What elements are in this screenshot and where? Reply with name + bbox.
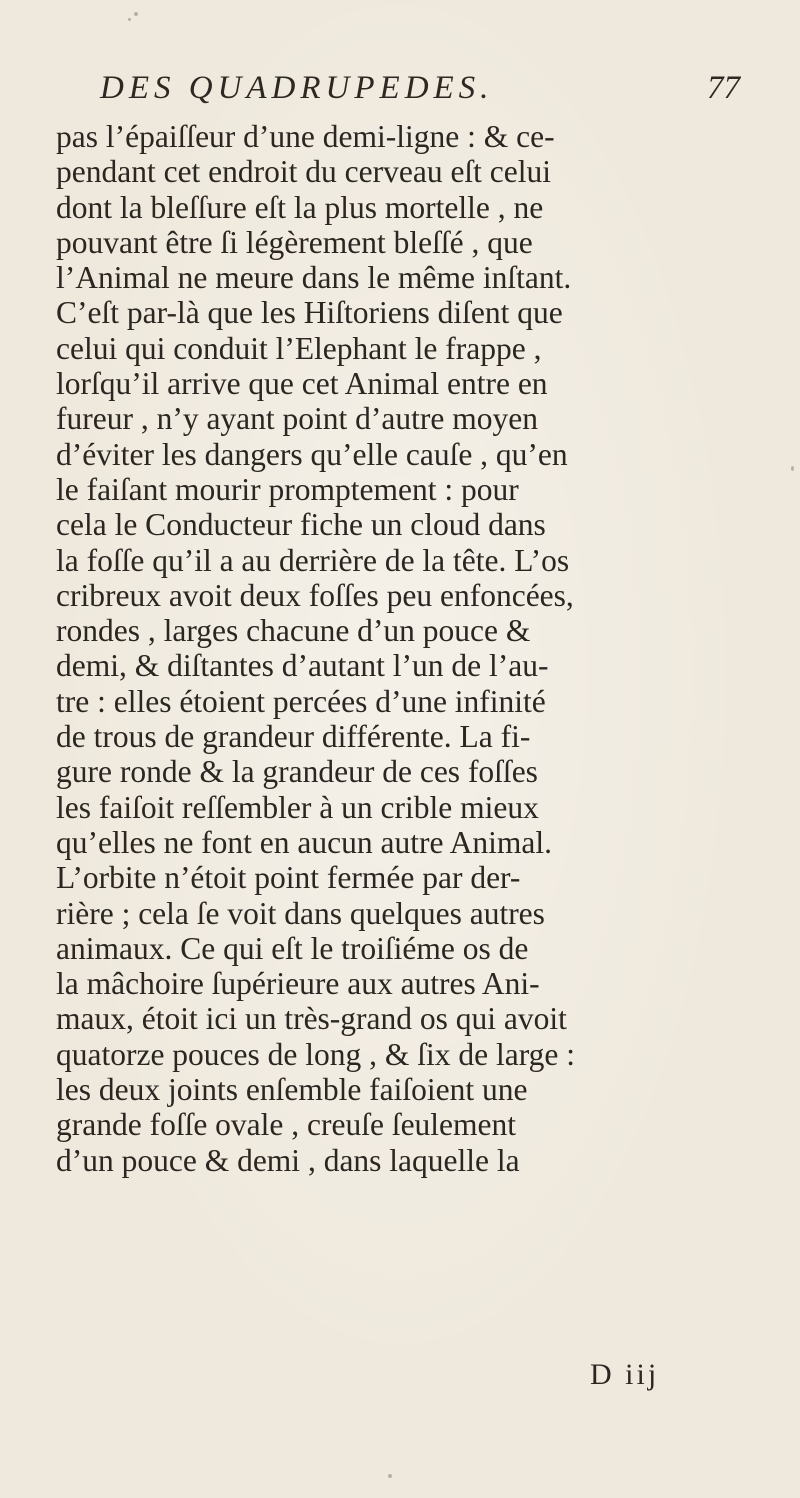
text-line: rondes , larges chacune d’un pouce & xyxy=(56,613,531,649)
text-line: fureur , n’y ayant point d’autre moyen xyxy=(56,401,538,437)
text-line: animaux. Ce qui eſt le troiſiéme os de xyxy=(56,930,529,966)
paper-speck xyxy=(128,18,131,21)
text-line: le faiſant mourir promptement : pour xyxy=(56,471,519,507)
paper-speck xyxy=(388,1474,392,1478)
signature-mark: D iij xyxy=(590,1358,660,1391)
text-line: tre : elles étoient percées d’une infinité xyxy=(56,683,546,719)
text-line: C’eſt par-là que les Hiſtoriens diſent que xyxy=(56,295,563,331)
text-line: d’un pouce & demi , dans laquelle la xyxy=(56,1142,520,1178)
text-line: gure ronde & la grandeur de ces foſſes xyxy=(56,754,538,790)
text-line: dont la bleſſure eſt la plus mortelle , ne xyxy=(56,189,544,225)
paper-speck xyxy=(791,466,794,471)
text-line: l’Animal ne meure dans le même inſtant. xyxy=(56,260,572,296)
text-line: demi, & diſtantes d’autant l’un de l’au- xyxy=(56,648,549,684)
text-line: pendant cet endroit du cerveau eſt celui xyxy=(56,154,552,190)
text-line: rière ; cela ſe voit dans quelques autres xyxy=(56,895,545,931)
text-line: les faiſoit reſſembler à un crible mieux xyxy=(56,789,539,825)
text-line: pas l’épaiſſeur d’une demi-ligne : & ce- xyxy=(56,119,555,154)
text-line: maux, étoit ici un très-grand os qui avoit xyxy=(56,1001,567,1037)
text-line: L’orbite n’étoit point fermée par der- xyxy=(56,860,521,896)
text-line: quatorze pouces de long , & ſix de large : xyxy=(56,1036,576,1072)
text-line: les deux joints enſemble faiſoient une xyxy=(56,1072,528,1108)
text-line: qu’elles ne font en aucun autre Animal. xyxy=(56,824,552,860)
text-line: pouvant être ſi légèrement bleſſé , que xyxy=(56,224,533,260)
text-line: cribreux avoit deux foſſes peu enfoncées, xyxy=(56,577,574,613)
text-line: celui qui conduit l’Elephant le frappe , xyxy=(56,330,542,366)
text-line: grande foſſe ovale , creuſe ſeulement xyxy=(56,1107,517,1143)
body-text xyxy=(56,119,746,1178)
page-header xyxy=(100,70,740,114)
text-line: lorſqu’il arrive que cet Animal entre en xyxy=(56,366,548,402)
running-head: DES QUADRUPEDES. xyxy=(100,70,494,106)
paper-speck xyxy=(134,12,138,16)
text-line: de trous de grandeur différente. La fi- xyxy=(56,719,531,755)
text-line: la foſſe qu’il a au derrière de la tête. L’os xyxy=(56,542,570,578)
text-line: cela le Conducteur fiche un cloud dans xyxy=(56,507,546,543)
text-line: la mâchoire ſupérieure aux autres Ani- xyxy=(56,966,540,1002)
page-number: 77 xyxy=(707,70,740,106)
text-line: d’éviter les dangers qu’elle cauſe , qu’en xyxy=(56,436,568,472)
